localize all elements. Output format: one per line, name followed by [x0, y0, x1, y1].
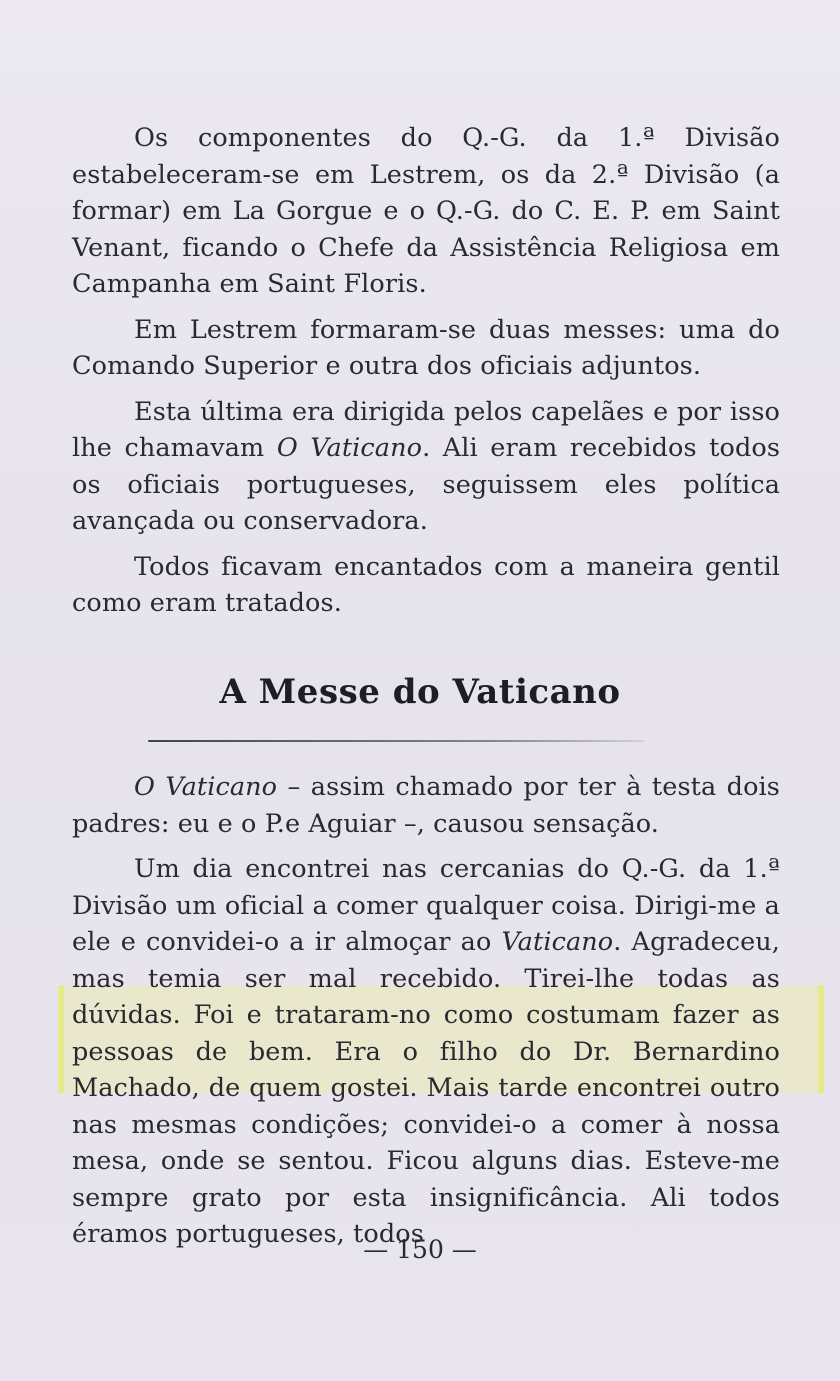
italic-term: Vaticano	[501, 927, 614, 957]
paragraph: Os componentes do Q.-G. da 1.ª Divisão estabeleceram-se em Lestrem, os da 2.ª Divisão (a formar) em La Gorgue e o Q.-G. do C. E. P. em Saint Venant, ficando o Chefe da Assistência Religiosa em Campanha em Saint Floris.	[72, 123, 780, 299]
text-span: . Ali eram recebidos todos os oficiais portugueses, seguissem eles política avançada ou conservadora.	[72, 433, 781, 536]
text-span: – assim chamado por ter à testa dois padres: eu e o P.e Aguiar –, causou sensação.	[72, 772, 780, 839]
page-number: — 150 —	[363, 1235, 477, 1264]
paragraph	[72, 851, 780, 1253]
top-text-block	[72, 120, 780, 631]
text-span: Esta última era dirigida pelos capelães e por isso lhe chamavam	[72, 396, 780, 463]
paragraph: Todos ficavam encantados com a maneira gentil como eram tratados.	[72, 551, 780, 618]
section-text-block	[72, 769, 780, 1262]
section-title: A Messe do Vaticano	[219, 672, 621, 712]
text-span: Um dia encontrei nas cercanias do Q.-G. da 1.ª Divisão um oficial a comer qualquer coisa. Dirigi-me a ele e convidei-o a ir almoçar ao	[72, 854, 780, 957]
title-underline	[148, 740, 644, 742]
italic-term: O Vaticano	[276, 433, 423, 463]
paragraph	[72, 769, 780, 842]
paragraph: Em Lestrem formaram-se duas messes: uma do Comando Superior e outra dos oficiais adjuntos.	[72, 314, 780, 381]
italic-term: O Vaticano	[134, 772, 278, 802]
text-span: . Agradeceu, mas temia ser mal recebido. Tirei-lhe todas as dúvidas. Foi e trataram-no como costumam fazer as pessoas de bem. Era o filho do Dr. Bernardino Machado, de quem gostei. Mais tarde encontrei outro nas mesmas condições; convidei-o a comer à nossa mesa, onde se sentou. Ficou alguns dias. Esteve-me sempre grato por esta insignificância. Ali todos éramos portugueses, todos	[72, 927, 780, 1249]
paragraph-vaticano	[72, 394, 780, 540]
